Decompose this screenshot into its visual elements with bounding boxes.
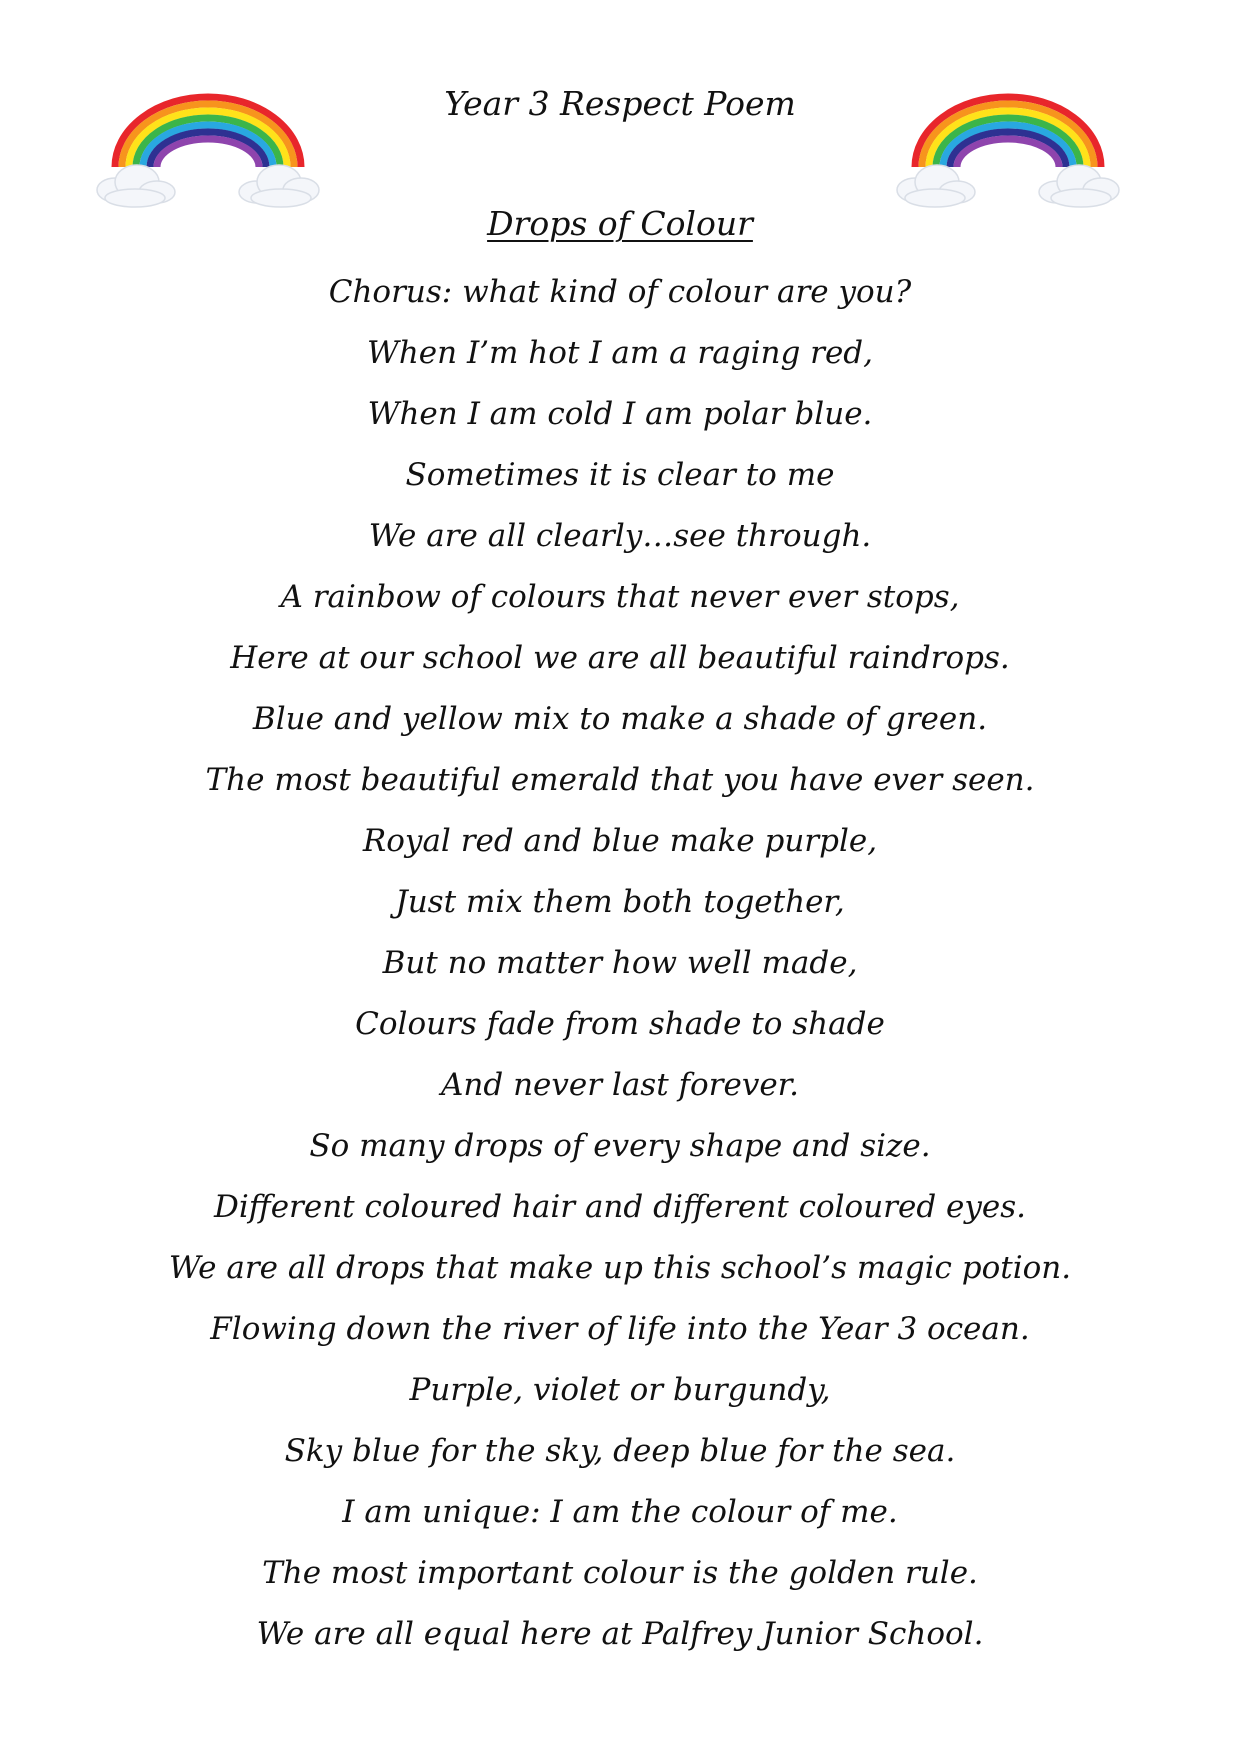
cloud-left: [897, 165, 975, 207]
poem-line: Colours fade from shade to shade: [355, 1006, 885, 1042]
cloud-left: [97, 165, 175, 207]
poem-line: Purple, violet or burgundy,: [409, 1372, 831, 1408]
poem-line: Blue and yellow mix to make a shade of green.: [252, 701, 988, 737]
poem-line: When I am cold I am polar blue.: [367, 396, 873, 432]
poem-line: Flowing down the river of life into the Year 3 ocean.: [210, 1311, 1030, 1347]
poem-line: But no matter how well made,: [382, 945, 858, 981]
document-heading: Year 3 Respect Poem: [444, 84, 796, 123]
poem-line: The most beautiful emerald that you have ever seen.: [205, 762, 1035, 798]
poem-line: Here at our school we are all beautiful raindrops.: [230, 640, 1010, 676]
poem-line: And never last forever.: [441, 1067, 799, 1103]
cloud-right: [1039, 165, 1119, 207]
poem-line: I am unique: I am the colour of me.: [342, 1494, 898, 1530]
poem-line: A rainbow of colours that never ever stops,: [280, 579, 960, 615]
poem-line: Chorus: what kind of colour are you?: [328, 274, 912, 310]
poem-line: Royal red and blue make purple,: [362, 823, 878, 859]
poem-body: [60, 262, 1180, 1665]
poem-line: We are all clearly…see through.: [368, 518, 872, 554]
poem-line: When I’m hot I am a raging red,: [366, 335, 874, 371]
poem-line: We are all equal here at Palfrey Junior School.: [256, 1616, 984, 1652]
poem-line: The most important colour is the golden rule.: [262, 1555, 978, 1591]
poem-title: [0, 204, 1240, 244]
poem-title-text: Drops of Colour: [487, 204, 753, 243]
poem-line: Sky blue for the sky, deep blue for the sea.: [284, 1433, 956, 1469]
poem-line: We are all drops that make up this school’s magic potion.: [168, 1250, 1072, 1286]
cloud-right: [239, 165, 319, 207]
poem-line: Different coloured hair and different coloured eyes.: [213, 1189, 1027, 1225]
poem-line: So many drops of every shape and size.: [309, 1128, 931, 1164]
poem-line: Sometimes it is clear to me: [405, 457, 835, 493]
poem-line: Just mix them both together,: [395, 884, 845, 920]
